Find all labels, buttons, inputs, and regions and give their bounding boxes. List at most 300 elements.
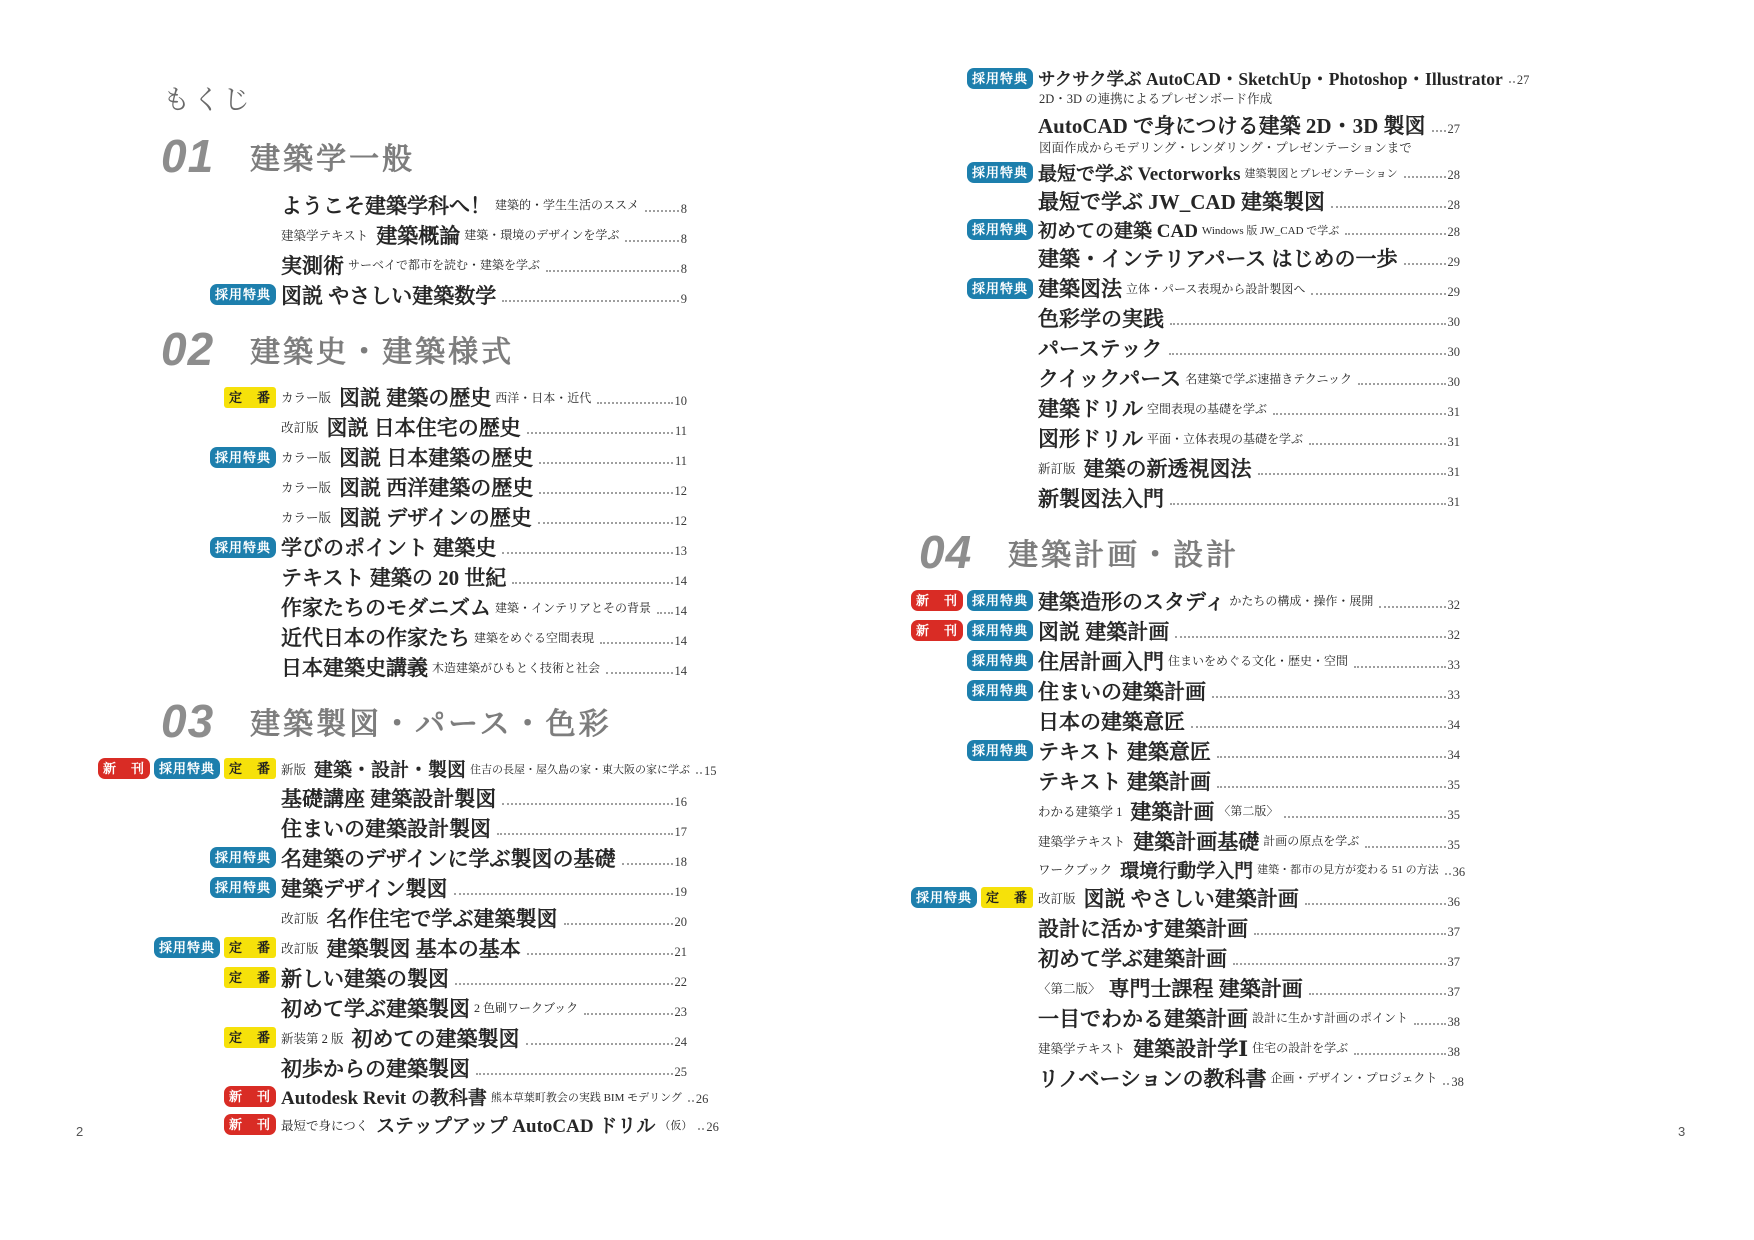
toc-entry-row	[915, 586, 1460, 616]
book-title: 建築・インテリアパース はじめの一歩	[1038, 247, 1398, 271]
badge-standard: 定 番	[224, 967, 276, 988]
dotted-leader	[454, 893, 673, 895]
toc-entry	[915, 706, 1460, 736]
entry-page-number: 11	[674, 424, 687, 439]
toc-entry	[915, 646, 1460, 676]
entry-page-number: 35	[1447, 807, 1460, 822]
entry-page-number: 35	[1447, 777, 1460, 792]
book-prefix: 最短で身につく	[281, 1118, 369, 1133]
book-title: テキスト 建築の 20 世紀	[281, 566, 507, 591]
book-title: 建築の新透視図法	[1083, 457, 1252, 481]
badge-group	[915, 278, 1033, 299]
book-subtitle: 建築をめぐる空間表現	[474, 630, 595, 645]
book-title: 実測術	[281, 253, 344, 278]
badge-bonus: 採用特典	[967, 162, 1033, 183]
badge-group	[75, 284, 276, 305]
entry-page-number: 8	[680, 201, 687, 216]
badge-new: 新 刊	[224, 1114, 276, 1135]
entry-page-number: 33	[1447, 687, 1460, 702]
book-title: 図説 建築計画	[1038, 619, 1170, 644]
toc-entry	[915, 913, 1460, 943]
toc-entry-row	[915, 363, 1460, 393]
book-title: 住居計画入門	[1038, 649, 1164, 674]
entry-page-number: 21	[674, 944, 687, 959]
entry-page-number: 13	[674, 544, 687, 559]
toc-entry-row	[75, 873, 687, 903]
book-title: 初めての建築 CAD	[1038, 221, 1198, 242]
toc-entry-row	[75, 783, 687, 813]
book-title: リノベーションの教科書	[1038, 1066, 1267, 1091]
book-title: 図説 やさしい建築数学	[281, 283, 497, 308]
entry-page-number: 38	[1447, 1014, 1460, 1029]
toc-entry	[75, 843, 687, 873]
dotted-leader	[539, 492, 672, 494]
section-number: 04	[919, 526, 973, 578]
book-prefix: カラー版	[281, 481, 332, 496]
entry-page-number: 11	[674, 454, 687, 469]
entry-page-number: 27	[1516, 73, 1530, 87]
toc-entry-row	[75, 1111, 719, 1138]
book-title: 日本の建築意匠	[1038, 709, 1185, 734]
book-title: 建築計画基礎	[1133, 829, 1260, 854]
badge-bonus: 採用特典	[210, 447, 276, 468]
badge-group	[75, 847, 276, 868]
toc-entry	[915, 796, 1460, 826]
toc-entry	[915, 766, 1460, 796]
toc-entry	[915, 483, 1460, 513]
book-subtitle: 住吉の長屋・屋久島の家・東大阪の家に学ぶ	[470, 763, 691, 776]
badge-bonus: 採用特典	[967, 620, 1033, 641]
entry-page-number: 31	[1447, 405, 1460, 419]
badge-bonus: 採用特典	[210, 284, 276, 305]
toc-entry-row	[915, 333, 1460, 363]
dotted-leader	[1404, 176, 1446, 178]
badge-standard: 定 番	[981, 887, 1033, 908]
toc-entry	[915, 273, 1460, 303]
toc-entry-row	[915, 856, 1466, 883]
toc-entry-row	[915, 883, 1460, 913]
entry-page-number: 19	[674, 884, 687, 899]
toc-entry	[915, 883, 1460, 913]
toc-entry-row	[915, 273, 1460, 303]
dotted-leader	[1305, 903, 1446, 905]
dotted-leader	[1169, 353, 1446, 355]
badge-new: 新 刊	[911, 620, 963, 641]
entry-page-number: 29	[1447, 285, 1460, 299]
book-title: 学びのポイント 建築史	[281, 536, 497, 561]
book-title: 図形ドリル	[1038, 427, 1143, 451]
book-subtitle: 立体・パース表現から設計製図へ	[1126, 281, 1306, 296]
entry-page-number: 24	[674, 1034, 687, 1049]
badge-group	[915, 650, 1033, 671]
book-subtitle: 設計に生かす計画のポイント	[1252, 1011, 1409, 1026]
badge-new: 新 刊	[224, 1086, 276, 1107]
book-prefix: 新版	[281, 762, 307, 777]
book-title: ステップアップ AutoCAD ドリル	[376, 1116, 656, 1138]
dotted-leader	[688, 1100, 694, 1102]
book-title: 新しい建築の製図	[281, 966, 449, 991]
dotted-leader	[527, 953, 673, 955]
badge-group	[75, 877, 276, 898]
book-subtitle: かたちの構成・操作・展開	[1229, 594, 1374, 609]
dotted-leader	[1212, 696, 1446, 698]
toc-entry-row	[75, 412, 687, 442]
book-subtitle: 木造建築がひもとく技術と社会	[432, 660, 601, 675]
section-header	[161, 696, 687, 747]
toc-entry-row	[75, 472, 687, 502]
dotted-leader	[455, 983, 673, 985]
book-title: 建築図法	[1038, 277, 1122, 301]
toc-entry-row	[75, 1083, 709, 1110]
entry-page-number: 23	[674, 1004, 687, 1019]
toc-entry-row	[915, 826, 1460, 856]
badge-group	[75, 387, 276, 408]
book-prefix: カラー版	[281, 451, 332, 466]
toc-entry	[75, 933, 687, 963]
dotted-leader	[1309, 443, 1445, 445]
book-subtitle: 熊本草葉町教会の実践 BIM モデリング	[490, 1091, 682, 1104]
book-prefix: わかる建築学 1	[1038, 804, 1123, 819]
book-prefix: ワークブック	[1038, 863, 1113, 878]
dotted-leader	[1379, 606, 1445, 608]
entry-page-number: 35	[1447, 837, 1460, 852]
dotted-leader	[1233, 963, 1446, 965]
book-title: 色彩学の実践	[1038, 307, 1164, 331]
book-subtitle: 〈第二版〉	[1218, 804, 1279, 819]
toc-entry-row	[915, 796, 1460, 826]
toc-page-left	[75, 66, 719, 1139]
badge-standard: 定 番	[224, 387, 276, 408]
badge-bonus: 採用特典	[967, 650, 1033, 671]
book-title: 初めて学ぶ建築計画	[1038, 946, 1227, 971]
entry-page-number: 25	[674, 1064, 687, 1079]
dotted-leader	[512, 582, 672, 584]
entry-page-number: 17	[674, 824, 687, 839]
dotted-leader	[1175, 636, 1445, 638]
dotted-leader	[1432, 130, 1446, 132]
toc-column-right	[915, 66, 1530, 1093]
toc-entry-row	[75, 502, 687, 532]
entry-page-number: 38	[1451, 1074, 1464, 1089]
book-prefix: 建築学テキスト	[1038, 1041, 1126, 1056]
dotted-leader	[696, 772, 702, 774]
badge-group	[915, 590, 1033, 611]
book-title: 図説 やさしい建築計画	[1083, 886, 1299, 911]
toc-entry-row	[75, 532, 687, 562]
dotted-leader	[625, 240, 678, 242]
toc-entry-row	[915, 913, 1460, 943]
toc-entry-row	[75, 280, 687, 310]
toc-entry	[75, 250, 687, 280]
entry-page-number: 28	[1447, 225, 1460, 239]
badge-bonus: 採用特典	[911, 887, 977, 908]
book-title: 専門士課程 建築計画	[1108, 976, 1303, 1001]
book-title: AutoCAD で身につける建築 2D・3D 製図	[1038, 114, 1426, 138]
book-prefix: 建築学テキスト	[1038, 834, 1126, 849]
entry-page-number: 28	[1447, 198, 1460, 212]
toc-entry-row	[75, 220, 687, 250]
book-title: 図説 建築の歴史	[339, 386, 492, 411]
toc-entry	[75, 1083, 709, 1111]
toc-entry	[75, 903, 687, 933]
book-title: 建築計画	[1130, 799, 1215, 824]
book-title: 住まいの建築計画	[1038, 679, 1206, 704]
book-subtitle: 建築・インテリアとその背景	[495, 600, 652, 615]
entry-page-number: 31	[1447, 495, 1460, 509]
book-title: サクサク学ぶ AutoCAD・SketchUp・Photoshop・Illustrator	[1038, 69, 1503, 89]
dotted-leader	[1509, 81, 1515, 83]
book-title: 日本建築史講義	[281, 656, 428, 681]
badge-group	[915, 162, 1033, 183]
badge-bonus: 採用特典	[210, 847, 276, 868]
book-title: パーステック	[1038, 337, 1163, 361]
toc-entry	[915, 826, 1460, 856]
dotted-leader	[1191, 726, 1446, 728]
book-prefix: カラー版	[281, 511, 332, 526]
badge-group	[915, 68, 1033, 89]
toc-entry	[915, 1033, 1460, 1063]
toc-entry	[75, 502, 687, 532]
toc-entry	[75, 1023, 687, 1053]
entry-page-number: 33	[1447, 657, 1460, 672]
entry-page-number: 16	[674, 794, 687, 809]
badge-new: 新 刊	[911, 590, 963, 611]
book-title: テキスト 建築計画	[1038, 769, 1211, 794]
entry-page-number: 31	[1447, 465, 1460, 479]
book-subtitle: （仮）	[659, 1119, 693, 1132]
badge-group	[915, 219, 1033, 240]
badge-group	[915, 740, 1033, 761]
toc-entry-row	[915, 616, 1460, 646]
badge-group	[75, 447, 276, 468]
book-subtitle: 2 色刷ワークブック	[474, 1001, 579, 1016]
entry-page-number: 8	[680, 261, 687, 276]
book-title: 設計に活かす建築計画	[1038, 916, 1248, 941]
toc-title: もくじ	[163, 85, 253, 115]
toc-entry	[915, 943, 1460, 973]
dotted-leader	[1311, 293, 1445, 295]
badge-standard: 定 番	[224, 1027, 276, 1048]
toc-entry-row	[75, 963, 687, 993]
book-title: 図説 日本住宅の歴史	[326, 416, 521, 441]
section-number: 03	[161, 695, 215, 748]
badge-group	[75, 1114, 276, 1135]
toc-entry	[915, 363, 1460, 393]
book-prefix: 改訂版	[281, 941, 319, 956]
dotted-leader	[538, 522, 673, 524]
book-subtitle: 建築製図とプレゼンテーション	[1244, 167, 1398, 180]
toc-entry-row	[915, 736, 1460, 766]
book-subtitle: 建築・環境のデザインを学ぶ	[464, 228, 620, 243]
dotted-leader	[584, 1013, 672, 1015]
toc-entry-row	[915, 186, 1460, 216]
toc-entry-row	[915, 676, 1460, 706]
book-prefix: 新訂版	[1038, 462, 1076, 476]
badge-group	[915, 887, 1033, 908]
book-title: 初歩からの建築製図	[281, 1056, 470, 1081]
dotted-leader	[1284, 816, 1445, 818]
dotted-leader	[1404, 263, 1446, 265]
dotted-leader	[622, 863, 673, 865]
section-number: 01	[161, 130, 215, 182]
badge-bonus: 採用特典	[967, 680, 1033, 701]
entry-page-number: 30	[1447, 375, 1460, 389]
entry-page-number: 30	[1447, 315, 1460, 329]
toc-entry	[915, 423, 1460, 453]
book-subtitle: Windows 版 JW_CAD で学ぶ	[1201, 224, 1340, 237]
toc-entry-row	[75, 562, 687, 592]
toc-entry	[75, 562, 687, 592]
toc-entry-row	[915, 483, 1460, 513]
toc-entry	[75, 592, 687, 622]
book-subtitle: 建築的・学生生活のススメ	[495, 198, 640, 213]
toc-entry	[915, 159, 1460, 186]
toc-entry	[915, 616, 1460, 646]
entry-page-number: 32	[1447, 627, 1460, 642]
entry-page-number: 26	[706, 1120, 719, 1135]
toc-entry	[75, 1111, 719, 1139]
toc-entry	[915, 333, 1460, 363]
dotted-leader	[1358, 383, 1445, 385]
dotted-leader	[597, 402, 672, 404]
toc-entry	[915, 66, 1530, 110]
entry-page-number: 36	[1447, 894, 1460, 909]
dotted-leader	[600, 642, 672, 644]
badge-group	[75, 537, 276, 558]
badge-group	[915, 680, 1033, 701]
section-title: 建築計画・設計	[1008, 539, 1240, 573]
book-prefix: 改訂版	[281, 911, 319, 926]
badge-bonus: 採用特典	[967, 219, 1033, 240]
toc-entry-row	[75, 993, 687, 1023]
book-subtitle: 住まいをめぐる文化・歴史・空間	[1168, 654, 1349, 669]
entry-page-number: 34	[1447, 747, 1460, 762]
entry-page-number: 34	[1447, 717, 1460, 732]
toc-entry-row	[75, 1053, 687, 1083]
entry-page-number: 37	[1447, 984, 1460, 999]
toc-entry-row	[75, 813, 687, 843]
dotted-leader	[698, 1128, 704, 1130]
entry-page-number: 8	[680, 231, 687, 246]
dotted-leader	[1254, 933, 1446, 935]
book-title: 建築概論	[376, 223, 461, 248]
badge-bonus: 採用特典	[967, 278, 1033, 299]
toc-entry-row	[75, 652, 687, 682]
toc-entry	[75, 813, 687, 843]
toc-entry	[915, 1063, 1464, 1093]
toc-entry-row	[915, 943, 1460, 973]
toc-entry	[915, 856, 1466, 883]
toc-entry-row	[915, 1033, 1460, 1063]
section-title: 建築学一般	[250, 143, 416, 177]
dotted-leader	[546, 270, 679, 272]
book-title: 初めての建築製図	[351, 1026, 520, 1051]
badge-bonus: 採用特典	[154, 758, 220, 779]
book-prefix: 〈第二版〉	[1038, 981, 1101, 996]
toc-entry-row	[75, 843, 687, 873]
dotted-leader	[476, 1073, 673, 1075]
entry-page-number: 12	[674, 484, 687, 499]
toc-entry	[75, 652, 687, 682]
badge-group	[75, 758, 276, 779]
toc-entry-row	[915, 423, 1460, 453]
entry-page-number: 29	[1447, 255, 1460, 269]
badge-group	[915, 620, 1033, 641]
book-subtitle-line: 図面作成からモデリング・レンダリング・プレゼンテーションまで	[1039, 141, 1412, 155]
book-title: 建築デザイン製図	[281, 876, 448, 901]
toc-entry	[75, 783, 687, 813]
entry-page-number: 36	[1452, 864, 1466, 879]
badge-group	[75, 1086, 276, 1107]
dotted-leader	[1217, 756, 1446, 758]
book-title: 最短で学ぶ JW_CAD 建築製図	[1038, 190, 1325, 214]
dotted-leader	[1309, 993, 1446, 995]
book-title: テキスト 建築意匠	[1038, 739, 1211, 764]
book-subtitle: サーベイで都市を読む・建築を学ぶ	[348, 258, 541, 273]
book-title: 初めて学ぶ建築製図	[281, 996, 470, 1021]
dotted-leader	[1354, 666, 1445, 668]
toc-entry-row	[75, 382, 687, 412]
section-number: 02	[161, 322, 215, 375]
book-subtitle-line: 2D・3D の連携によるプレゼンボード作成	[1039, 92, 1273, 106]
page-number-left: 2	[76, 1124, 84, 1139]
dotted-leader	[564, 923, 673, 925]
book-title: 図説 西洋建築の歴史	[339, 476, 534, 501]
dotted-leader	[502, 300, 679, 302]
toc-entry-row	[75, 622, 687, 652]
book-title: 建築製図 基本の基本	[326, 936, 521, 961]
toc-entry	[915, 110, 1460, 159]
toc-entry	[915, 303, 1460, 333]
toc-entry	[915, 186, 1460, 216]
dotted-leader	[1217, 786, 1446, 788]
section-title: 建築製図・パース・色彩	[250, 708, 612, 742]
page-number-right: 3	[1678, 1124, 1686, 1139]
toc-entry	[75, 963, 687, 993]
dotted-leader	[1443, 1083, 1449, 1085]
toc-entry-row	[75, 1023, 687, 1053]
toc-entry	[75, 280, 687, 310]
book-subtitle: 西洋・日本・近代	[495, 390, 592, 405]
badge-standard: 定 番	[224, 937, 276, 958]
toc-entry	[915, 1003, 1460, 1033]
section-title: 建築史・建築様式	[250, 335, 515, 369]
book-title: 図説 日本建築の歴史	[339, 446, 534, 471]
badge-group	[75, 937, 276, 958]
badge-group	[75, 967, 276, 988]
toc-entry-row	[915, 66, 1530, 91]
dotted-leader	[497, 833, 673, 835]
dotted-leader	[502, 803, 672, 805]
toc-entry-row	[75, 933, 687, 963]
toc-entry	[75, 472, 687, 502]
toc-entry	[75, 190, 687, 220]
toc-entry	[75, 1053, 687, 1083]
section-header	[919, 527, 1460, 578]
book-title: 一目でわかる建築計画	[1038, 1006, 1248, 1031]
dotted-leader	[645, 210, 679, 212]
toc-entry	[75, 382, 687, 412]
book-title: クイックパース	[1038, 367, 1182, 391]
toc-entry-row	[915, 393, 1460, 423]
toc-page-right	[915, 66, 1530, 1093]
toc-entry-row	[915, 243, 1460, 273]
entry-page-number: 12	[674, 514, 687, 529]
dotted-leader	[1345, 233, 1445, 235]
dotted-leader	[526, 1043, 673, 1045]
toc-entry	[915, 973, 1460, 1003]
toc-entry-row	[75, 592, 687, 622]
